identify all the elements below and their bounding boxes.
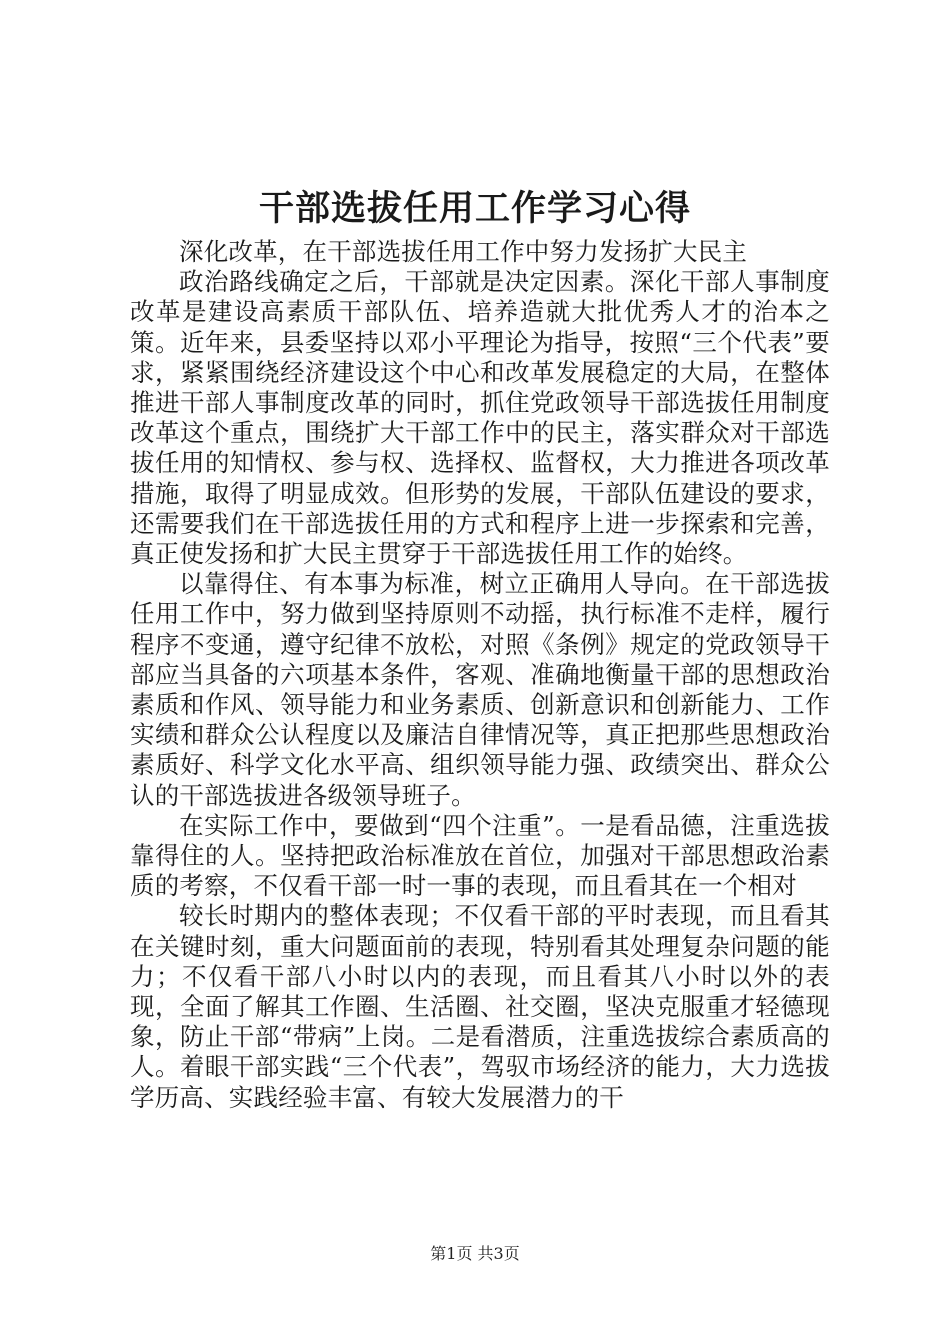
document-body [130, 237, 830, 1113]
paragraph-4: 较长时期内的整体表现；不仅看干部的平时表现，而且看其在关键时刻，重大问题面前的表现，特别看其处理复杂问题的能力；不仅看干部八小时以内的表现，而且看其八小时以外的表现，全面了解其工作圈、生活圈、社交圈，坚决克服重才轻德现象，防止干部“带病”上岗。二是看潜质，注重选拔综合素质高的人。着眼干部实践“三个代表”，驾驭市场经济的能力，大力选拔学历高、实践经验丰富、有较大发展潜力的干 [130, 901, 830, 1112]
paragraph-3: 在实际工作中，要做到“四个注重”。一是看品德，注重选拔靠得住的人。坚持把政治标准放在首位，加强对干部思想政治素质的考察，不仅看干部一时一事的表现，而且看其在一个相对 [130, 810, 830, 901]
document-title: 干部选拔任用工作学习心得 [258, 188, 691, 229]
paragraph-2: 以靠得住、有本事为标准，树立正确用人导向。在干部选拔任用工作中，努力做到坚持原则不动摇，执行标准不走样，履行程序不变通，遵守纪律不放松，对照《条例》规定的党政领导干部应当具备的六项基本条件，客观、准确地衡量干部的思想政治素质和作风、领导能力和业务素质、创新意识和创新能力、工作实绩和群众公认程度以及廉洁自律情况等，真正把那些思想政治素质好、科学文化水平高、组织领导能力强、政绩突出、群众公认的干部选拔进各级领导班子。 [130, 569, 830, 810]
page-footer: 第1页 共3页 [430, 1244, 520, 1263]
paragraph-subtitle: 深化改革，在干部选拔任用工作中努力发扬扩大民主 [179, 237, 748, 266]
paragraph-1: 政治路线确定之后，干部就是决定因素。深化干部人事制度改革是建设高素质干部队伍、培养造就大批优秀人才的治本之策。近年来，县委坚持以邓小平理论为指导，按照“三个代表”要求，紧紧围绕经济建设这个中心和改革发展稳定的大局，在整体推进干部人事制度改革的同时，抓住党政领导干部选拔任用制度改革这个重点，围绕扩大干部工作中的民主，落实群众对干部选拔任用的知情权、参与权、选择权、监督权，大力推进各项改革措施，取得了明显成效。但形势的发展，干部队伍建设的要求，还需要我们在干部选拔任用的方式和程序上进一步探索和完善，真正使发扬和扩大民主贯穿于干部选拔任用工作的始终。 [130, 267, 830, 569]
